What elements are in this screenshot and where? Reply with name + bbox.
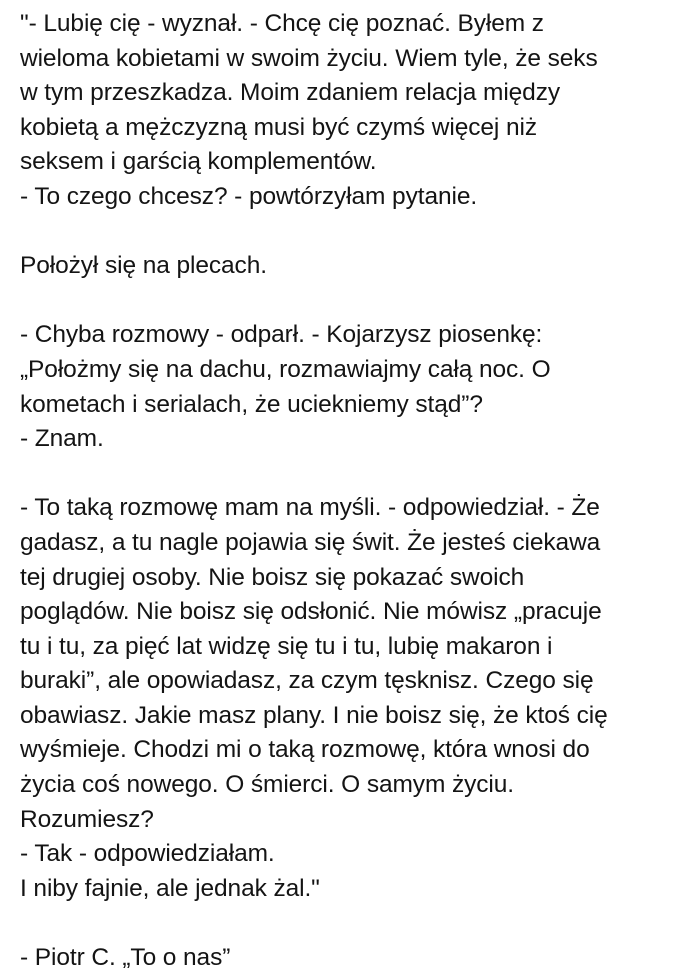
text-line: poglądów. Nie boisz się odsłonić. Nie mówisz „pracuje bbox=[20, 598, 602, 626]
paragraph bbox=[20, 7, 690, 215]
text-line: - To taką rozmowę mam na myśli. - odpowiedział. - Że bbox=[20, 494, 600, 522]
paragraph bbox=[20, 491, 690, 906]
text-line: - Chyba rozmowy - odparł. - Kojarzysz piosenkę: bbox=[20, 321, 543, 349]
text-line: kometach i serialach, że uciekniemy stąd”? bbox=[20, 390, 483, 418]
text-line: - To czego chcesz? - powtórzyłam pytanie. bbox=[20, 182, 478, 210]
text-line: "- Lubię cię - wyznał. - Chcę cię poznać. Byłem z bbox=[20, 10, 544, 37]
paragraph-gap bbox=[20, 457, 690, 492]
text-line: tu i tu, za pięć lat widzę się tu i tu, lubię makaron i bbox=[20, 632, 553, 660]
text-line: tej drugiej osoby. Nie boisz się pokazać swoich bbox=[20, 563, 525, 591]
text-line: życia coś nowego. O śmierci. O samym życiu. bbox=[20, 771, 514, 799]
paragraph-gap bbox=[20, 215, 690, 250]
text-line: buraki”, ale opowiadasz, za czym tęsknisz. Czego się bbox=[20, 667, 594, 695]
paragraph-gap bbox=[20, 284, 690, 319]
text-line: kobietą a mężczyzną musi być czymś więcej niż bbox=[20, 113, 537, 141]
paragraph-gap bbox=[20, 906, 690, 941]
paragraph bbox=[20, 318, 690, 456]
attribution bbox=[20, 941, 690, 976]
text-line: - Tak - odpowiedziałam. bbox=[20, 840, 275, 868]
text-line: „Położmy się na dachu, rozmawiajmy całą noc. O bbox=[20, 355, 551, 383]
text-line: w tym przeszkadza. Moim zdaniem relacja między bbox=[20, 79, 561, 107]
text-line: obawiasz. Jakie masz plany. I nie boisz się, że ktoś cię bbox=[20, 701, 608, 729]
text-line: gadasz, a tu nagle pojawia się świt. Że jesteś ciekawa bbox=[20, 528, 601, 556]
text-line: Rozumiesz? bbox=[20, 805, 154, 833]
text-line: seksem i garścią komplementów. bbox=[20, 148, 377, 176]
text-line: wieloma kobietami w swoim życiu. Wiem tyle, że seks bbox=[20, 44, 598, 72]
text-line: I niby fajnie, ale jednak żal." bbox=[20, 874, 320, 902]
text-line: - Znam. bbox=[20, 425, 104, 453]
paragraph bbox=[20, 249, 690, 284]
quote-text bbox=[20, 7, 690, 976]
attribution-line: - Piotr C. „To o nas” bbox=[20, 944, 231, 972]
text-line: Położył się na plecach. bbox=[20, 252, 267, 280]
text-line: wyśmieje. Chodzi mi o taką rozmowę, która wnosi do bbox=[20, 736, 590, 764]
